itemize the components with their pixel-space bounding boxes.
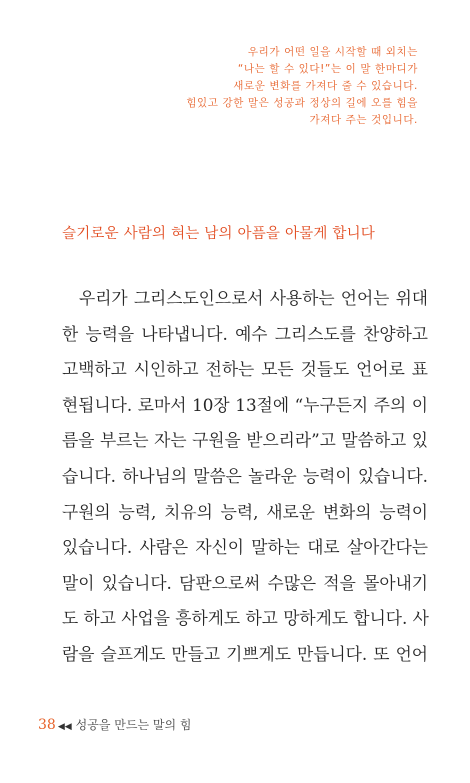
section-heading: 슬기로운 사람의 혀는 남의 아픔을 아물게 합니다: [62, 226, 375, 242]
body-line: 구원의 능력, 치유의 능력, 새로운 변화의 능력이: [62, 501, 428, 522]
body-paragraph: [62, 281, 428, 673]
running-title: 성공을 만드는 말의 힘: [75, 718, 192, 732]
body-line: 름을 부르는 자는 구원을 받으리라”고 말씀하고 있: [62, 430, 428, 451]
double-left-arrow-icon: ◀◀: [57, 722, 72, 732]
body-line: 습니다. 하나님의 말씀은 놀라운 능력이 있습니다.: [62, 465, 428, 486]
page-footer: [38, 716, 191, 733]
body-line: 있습니다. 사람은 자신이 말하는 대로 살아간다는: [62, 537, 428, 558]
quote-line: 새로운 변화를 가져다 줄 수 있습니다.: [233, 80, 418, 92]
quote-line: 힘있고 강한 말은 성공과 정상의 길에 오를 힘을: [186, 97, 418, 109]
pull-quote: [118, 44, 418, 129]
body-line: 한 능력을 나타냅니다. 예수 그리스도를 찬양하고: [62, 323, 428, 344]
body-line: 고백하고 시인하고 전하는 모든 것들도 언어로 표: [62, 359, 428, 380]
body-line: 람을 슬프게도 만들고 기쁘게도 만듭니다. 또 언어: [62, 643, 428, 664]
quote-line: 가져다 주는 것입니다.: [309, 114, 418, 126]
body-line: 우리가 그리스도인으로서 사용하는 언어는 위대: [79, 288, 428, 308]
body-line: 현됩니다. 로마서 10장 13절에 “누구든지 주의 이: [62, 394, 428, 415]
quote-line: 우리가 어떤 일을 시작할 때 외치는: [247, 46, 418, 58]
page-number: 38: [38, 717, 56, 733]
quote-line: “나는 할 수 있다!”는 이 말 한마디가: [237, 63, 418, 75]
body-line: 도 하고 사업을 흥하게도 하고 망하게도 합니다. 사: [62, 608, 429, 629]
body-line: 말이 있습니다. 담판으로써 수많은 적을 몰아내기: [62, 572, 428, 593]
